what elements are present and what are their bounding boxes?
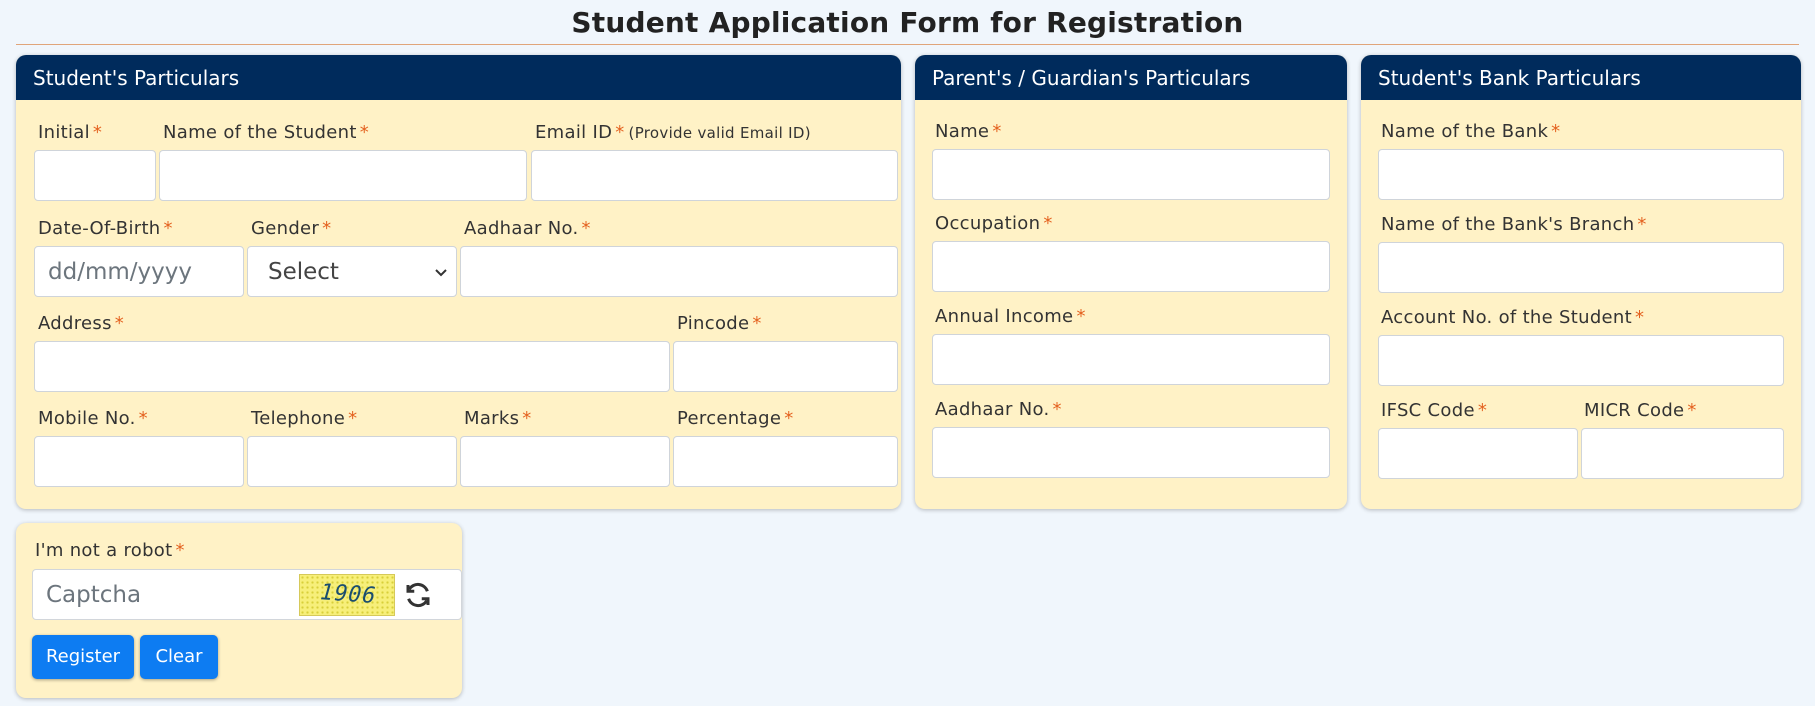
refresh-icon[interactable] — [403, 580, 433, 610]
captcha-card — [16, 523, 462, 698]
marks-label: Marks * — [464, 408, 532, 429]
percentage-label: Percentage * — [677, 408, 794, 429]
marks-input[interactable] — [460, 436, 670, 487]
bank-name-label: Name of the Bank * — [1381, 121, 1561, 142]
student-name-label: Name of the Student * — [163, 122, 370, 143]
parent-aadhaar-label: Aadhaar No. * — [935, 399, 1062, 420]
occupation-input[interactable] — [932, 241, 1330, 292]
gender-label: Gender * — [251, 218, 332, 239]
dob-input[interactable] — [34, 246, 244, 297]
student-particulars-card — [16, 55, 901, 509]
captcha-image — [299, 574, 395, 616]
email-label: Email ID * (Provide valid Email ID) — [535, 122, 811, 143]
clear-button[interactable]: Clear — [140, 635, 218, 679]
bank-branch-label: Name of the Bank's Branch * — [1381, 214, 1647, 235]
bank-name-input[interactable] — [1378, 149, 1784, 200]
initial-label: Initial * — [38, 122, 103, 143]
student-aadhaar-label: Aadhaar No. * — [464, 218, 591, 239]
register-button[interactable]: Register — [32, 635, 134, 679]
captcha-label: I'm not a robot * — [35, 540, 185, 561]
annual-income-input[interactable] — [932, 334, 1330, 385]
parent-particulars-card — [915, 55, 1347, 509]
parent-name-input[interactable] — [932, 149, 1330, 200]
ifsc-input[interactable] — [1378, 428, 1578, 479]
mobile-input[interactable] — [34, 436, 244, 487]
mobile-label: Mobile No. * — [38, 408, 148, 429]
bank-particulars-header: Student's Bank Particulars — [1361, 55, 1801, 100]
bank-branch-input[interactable] — [1378, 242, 1784, 293]
dob-placeholder: dd/mm/yyyy — [48, 259, 192, 285]
bank-particulars-card — [1361, 55, 1801, 509]
gender-select[interactable] — [247, 246, 457, 297]
telephone-input[interactable] — [247, 436, 457, 487]
occupation-label: Occupation * — [935, 213, 1053, 234]
gender-selected-value: Select — [268, 259, 339, 285]
captcha-group — [32, 569, 462, 620]
annual-income-label: Annual Income * — [935, 306, 1086, 327]
micr-label: MICR Code * — [1584, 400, 1697, 421]
parent-name-label: Name * — [935, 121, 1002, 142]
student-particulars-header: Student's Particulars — [16, 55, 901, 100]
email-input[interactable] — [531, 150, 898, 201]
title-divider — [16, 44, 1799, 45]
percentage-input[interactable] — [673, 436, 898, 487]
captcha-code: 1906 — [316, 580, 380, 609]
address-input[interactable] — [34, 341, 670, 392]
captcha-input[interactable]: Captcha — [46, 582, 142, 608]
pincode-label: Pincode * — [677, 313, 762, 334]
telephone-label: Telephone * — [251, 408, 358, 429]
account-number-label: Account No. of the Student * — [1381, 307, 1645, 328]
address-label: Address * — [38, 313, 125, 334]
parent-particulars-header: Parent's / Guardian's Particulars — [915, 55, 1347, 100]
page-title: Student Application Form for Registration — [571, 6, 1244, 39]
parent-aadhaar-input[interactable] — [932, 427, 1330, 478]
student-aadhaar-input[interactable] — [460, 246, 898, 297]
dob-label: Date-Of-Birth * — [38, 218, 173, 239]
micr-input[interactable] — [1581, 428, 1784, 479]
account-number-input[interactable] — [1378, 335, 1784, 386]
initial-input[interactable] — [34, 150, 156, 201]
pincode-input[interactable] — [673, 341, 898, 392]
ifsc-label: IFSC Code * — [1381, 400, 1488, 421]
student-name-input[interactable] — [159, 150, 527, 201]
chevron-down-icon — [434, 265, 448, 279]
